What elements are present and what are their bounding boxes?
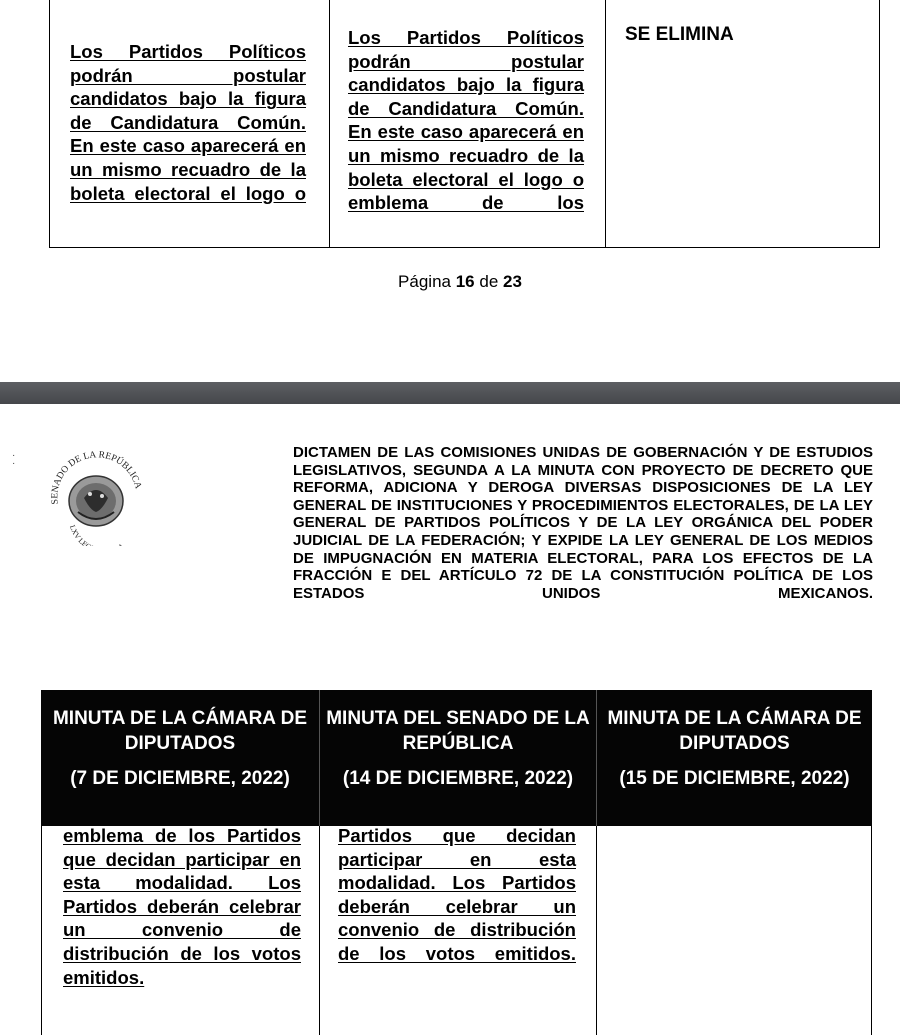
table-cell-row-col2 bbox=[320, 826, 597, 1035]
table-header-col3 bbox=[597, 690, 872, 826]
header-title-col1: MINUTA DE LA CÁMARA DE DIPUTADOS bbox=[52, 708, 307, 754]
page-separator bbox=[0, 382, 900, 404]
page-of: de bbox=[479, 272, 499, 291]
comparison-table bbox=[41, 690, 872, 1035]
table-cell-col1 bbox=[50, 0, 330, 247]
table-header-col2 bbox=[320, 690, 597, 826]
page-current: 16 bbox=[455, 272, 475, 291]
seal-text-bottom: LXV LE bbox=[68, 523, 90, 546]
table-cell-col3 bbox=[606, 0, 879, 247]
cell-text-col1: Los Partidos Políticos podrán postular candidatos bajo la figura de Candidatura Común. En este caso aparecerá en un mismo recuadro de la boleta electoral el logo o bbox=[70, 41, 306, 204]
header-date-col1: (7 DE DICIEMBRE, 2022) bbox=[70, 768, 290, 789]
previous-page-table bbox=[49, 0, 880, 248]
table-header-col1 bbox=[41, 690, 320, 826]
cell-text-col2: Los Partidos Políticos podrán postular candidatos bajo la figura de Candidatura Común. En este caso aparecerá en un mismo recuadro de la boleta electoral el logo o emblema de los bbox=[348, 27, 584, 214]
seal-text-top: SENADO DE LA REPÚBLICA bbox=[50, 450, 143, 505]
table-cell-row-col1 bbox=[41, 826, 320, 1035]
header-date-col3: (15 DE DICIEMBRE, 2022) bbox=[619, 768, 850, 789]
header-date-col2: (14 DE DICIEMBRE, 2022) bbox=[342, 768, 574, 789]
header-title-col2: MINUTA DEL SENADO DE LA REPÚBLICA bbox=[326, 708, 590, 754]
table-header-row bbox=[41, 690, 872, 826]
row-text-col2: Partidos que decidan participar en esta modalidad. Los Partidos deberán celebrar un convenio de distribución de los votos emitidos. bbox=[338, 825, 576, 964]
row-text-col1: emblema de los Partidos que decidan participar en esta modalidad. Los Partidos deberán celebrar un convenio de distribución de los votos emitidos. bbox=[63, 825, 301, 988]
document-title: DICTAMEN DE LAS COMISIONES UNIDAS DE GOBERNACIÓN Y DE ESTUDIOS LEGISLATIVOS, SEGUNDA A LA MINUTA CON PROYECTO DE DECRETO QUE REFORMA, ADICIONA Y DEROGA DIVERSAS DISPOSICIONES DE LA LEY GENERAL DE INSTITUCIONES Y PROCEDIMIENTOS ELECTORALES, DE LA LEY GENERAL DE PARTIDOS POLÍTICOS Y DE LA LEY ORGÁNICA DEL PODER JUDICIAL DE LA FEDERACIÓN; Y EXPIDE LA LEY GENERAL DE LOS MEDIOS DE IMPUGNACIÓN EN MATERIA ELECTORAL, PARA LOS EFECTOS DE LA FRACCIÓN E DEL ARTÍCULO 72 DE LA CONSTITUCIÓN POLÍTICA DE LOS ESTADOS UNIDOS MEXICANOS. bbox=[293, 444, 873, 602]
table-cell-col2 bbox=[330, 0, 606, 247]
page-total: 23 bbox=[503, 272, 522, 291]
page-label: Página bbox=[398, 272, 451, 291]
seal-graphic bbox=[40, 446, 150, 546]
cell-text-col3: SE ELIMINA bbox=[625, 24, 734, 45]
senate-seal-logo bbox=[40, 446, 150, 546]
page-number bbox=[0, 272, 900, 292]
header-title-col3: MINUTA DE LA CÁMARA DE DIPUTADOS bbox=[607, 708, 862, 754]
table-cell-row-col3 bbox=[597, 826, 872, 1035]
table-row bbox=[41, 826, 872, 1035]
stray-marks: · · bbox=[12, 450, 16, 469]
